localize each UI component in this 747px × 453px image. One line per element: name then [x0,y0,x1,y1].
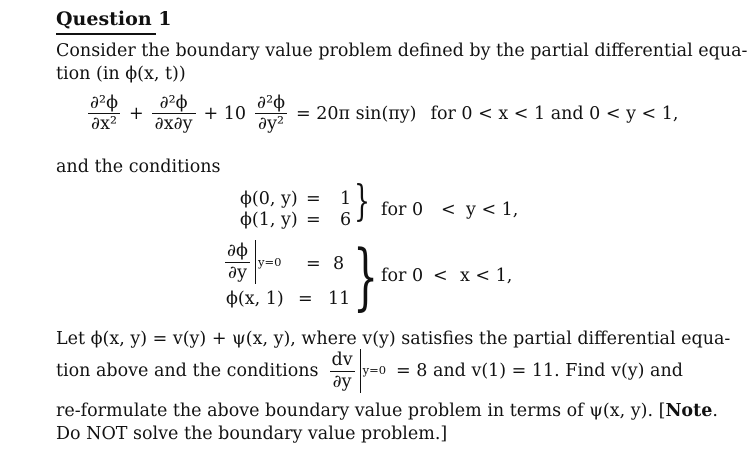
dy-denominator-2: ∂y [330,371,355,391]
bc-phi0-val: 1 [340,189,352,209]
term2-numerator: ∂²ϕ [159,93,188,113]
bc-phi1: ϕ(1, y) [240,210,298,230]
let-line-4: Do NOT solve the boundary value problem.] [56,424,448,444]
range1-rest: y < 1, [466,200,519,220]
term-d2phi-dx2 [87,94,121,134]
title-underline [56,33,156,35]
dv-numerator: dv [331,350,353,371]
evaluation-bar-2 [360,349,361,393]
bc-phi0-eq: = [306,189,321,209]
term1-numerator: ∂²ϕ [90,93,118,113]
question-title: Question 1 [56,8,172,30]
bc-phi1-val: 6 [340,210,352,230]
intro-line-1: Consider the boundary value problem defined by the partial differential equa- [56,41,747,61]
range1-for: for 0 [381,200,424,220]
eval-subscript: y=0 [257,255,282,269]
term-d2phi-dxdy [152,94,196,134]
range2-for: for 0 [381,266,424,286]
and-conditions: and the conditions [56,157,221,177]
dv-dy-fraction [329,351,356,391]
bc-phix1-val: 11 [328,289,351,309]
bc-phi0: ϕ(0, y) [240,189,298,209]
range2-rest: x < 1, [460,266,513,286]
equation-domain: for 0 < x < 1 and 0 < y < 1, [430,103,679,124]
pde-equation [85,94,680,134]
dphi-dy-fraction [224,242,251,282]
range1-lt: < [441,200,456,220]
term3-denominator: ∂y² [255,113,287,133]
term2-denominator: ∂x∂y [152,113,196,133]
bc-phix1: ϕ(x, 1) [226,289,284,309]
right-brace-1: } [354,176,371,225]
bc-dphidy [222,240,281,284]
term3-numerator: ∂²ϕ [257,93,286,113]
term-d2phi-dy2 [254,94,288,134]
bc-phix1-eq: = [298,289,313,309]
intro-line-2: tion (in ϕ(x, t)) [56,64,186,84]
eval-subscript-2: y=0 [362,363,387,378]
term1-denominator: ∂x² [88,113,120,133]
dphi-numerator: ∂ϕ [227,241,248,262]
range2-lt: < [433,266,448,286]
let-line-2 [56,349,683,393]
right-brace-2: } [353,234,379,318]
evaluation-bar [255,240,256,284]
let-line-1: Let ϕ(x, y) = v(y) + ψ(x, y), where v(y) satisfies the partial differential equa- [56,329,731,349]
plus-ten: + 10 [203,103,247,124]
dy-denominator: ∂y [225,262,250,282]
plus-sign: + [129,103,144,124]
bc-dphidy-eq: = [306,254,321,274]
note-period: . [712,401,718,421]
let-line-3-text: re-formulate the above boundary value problem in terms of ψ(x, y). [ [56,401,666,421]
bc-phi1-eq: = [306,210,321,230]
bc-dphidy-val: 8 [333,254,345,274]
equation-rhs: = 20π sin(πy) [296,103,417,124]
let-line-2-text-b: = 8 and v(1) = 11. Find v(y) and [396,360,683,381]
note-label: Note [665,401,713,421]
let-line-2-text-a: tion above and the conditions [56,360,319,381]
